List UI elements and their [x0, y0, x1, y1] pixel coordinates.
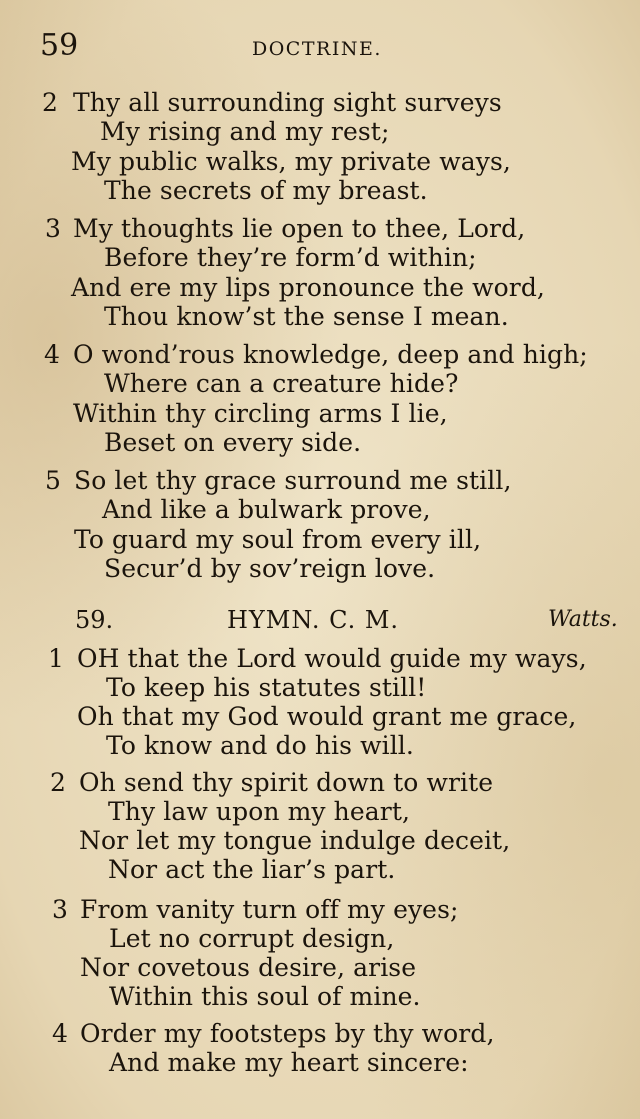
verse-line: From vanity turn off my eyes;	[80, 895, 459, 924]
stanza-number: 5	[45, 466, 61, 495]
running-title: DOCTRINE.	[252, 38, 382, 60]
page-number: 59	[40, 28, 79, 63]
verse-line: And like a bulwark prove,	[102, 495, 431, 524]
verse-line: Order my footsteps by thy word,	[80, 1019, 495, 1048]
verse-line: Oh send thy spirit down to write	[79, 768, 494, 797]
verse-line: And ere my lips pronounce the word,	[71, 273, 545, 302]
verse-line: Nor act the liar’s part.	[108, 855, 396, 884]
verse-line: To guard my soul from every ill,	[74, 525, 482, 554]
verse-line: To know and do his will.	[106, 731, 414, 760]
verse-line: Thou know’st the sense I mean.	[104, 302, 509, 331]
verse-line: Thy law upon my heart,	[108, 797, 411, 826]
verse-line: Within thy circling arms I lie,	[73, 399, 448, 428]
stanza-number: 4	[52, 1019, 68, 1048]
verse-line: To keep his statutes still!	[106, 673, 427, 702]
verse-line: OH that the Lord would guide my ways,	[77, 644, 587, 673]
verse-line: My thoughts lie open to thee, Lord,	[73, 214, 526, 243]
hymn-number: 59.	[75, 606, 114, 634]
verse-line: Within this soul of mine.	[109, 982, 421, 1011]
verse-line: Nor let my tongue indulge deceit,	[79, 826, 511, 855]
verse-line: Let no corrupt design,	[109, 924, 395, 953]
verse-line: Oh that my God would grant me grace,	[77, 702, 577, 731]
stanza-number: 3	[45, 214, 61, 243]
verse-line: Before they’re form’d within;	[104, 243, 477, 272]
verse-line: Secur’d by sov’reign love.	[104, 554, 436, 583]
verse-line: And make my heart sincere:	[109, 1048, 469, 1077]
stanza-number: 2	[50, 768, 66, 797]
verse-line: My public walks, my private ways,	[71, 147, 511, 176]
verse-line: So let thy grace surround me still,	[74, 466, 512, 495]
verse-line: Thy all surrounding sight surveys	[73, 88, 502, 117]
hymn-author: Watts.	[548, 607, 618, 632]
verse-line: Beset on every side.	[104, 428, 362, 457]
verse-line: Nor covetous desire, arise	[80, 953, 417, 982]
verse-line: O wond’rous knowledge, deep and high;	[73, 340, 588, 369]
stanza-number: 4	[44, 340, 60, 369]
verse-line: The secrets of my breast.	[104, 176, 428, 205]
stanza-number: 1	[48, 644, 64, 673]
stanza-number: 3	[52, 895, 68, 924]
verse-line: My rising and my rest;	[100, 117, 390, 146]
stanza-number: 2	[42, 88, 58, 117]
verse-line: Where can a creature hide?	[104, 369, 459, 398]
hymn-title: HYMN. C. M.	[227, 606, 400, 634]
